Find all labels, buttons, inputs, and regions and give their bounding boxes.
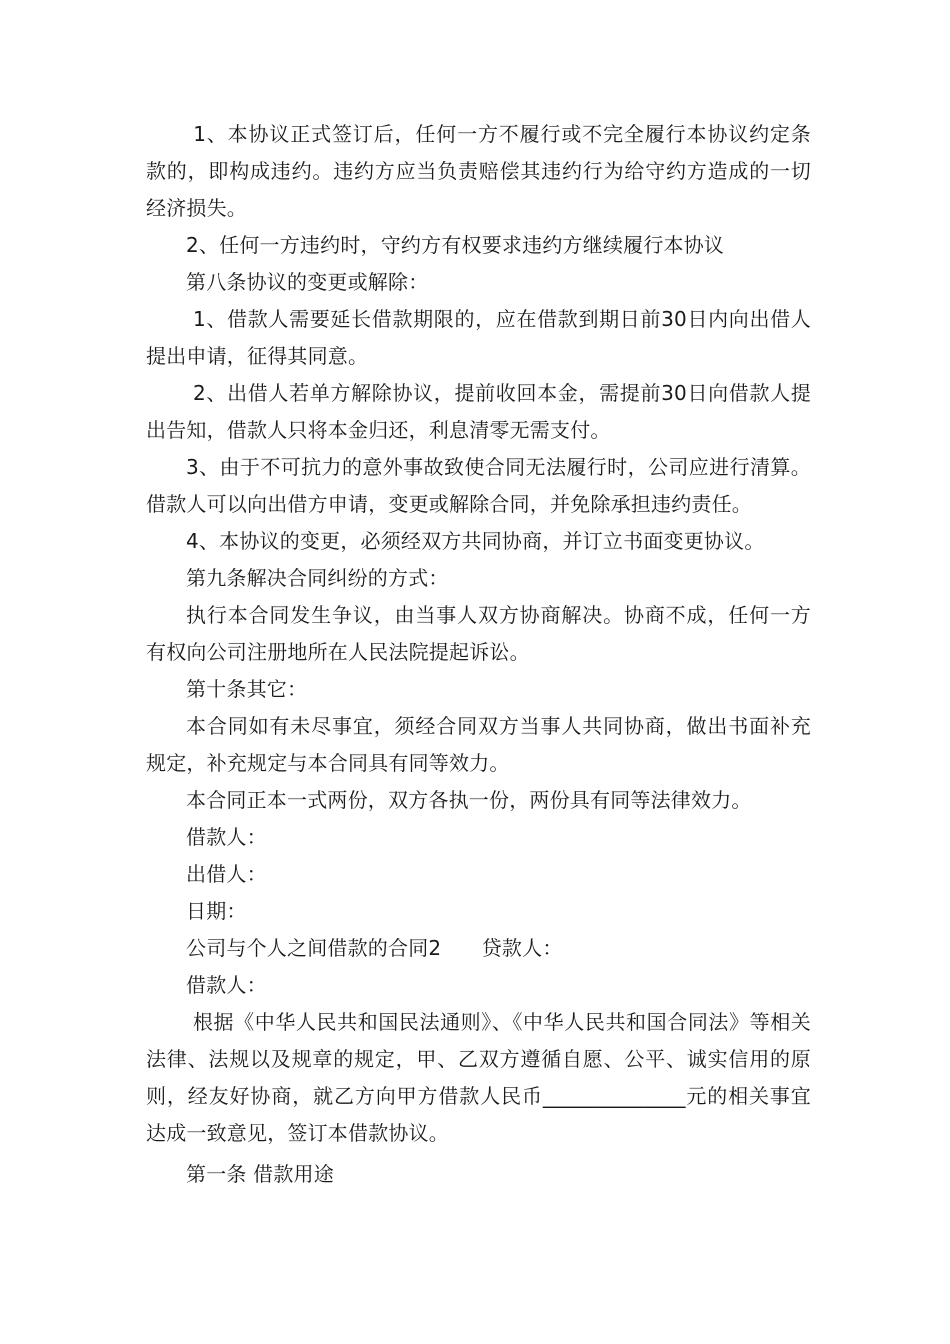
contract-2-title-line: 公司与个人之间借款的合同2 贷款人：: [186, 936, 563, 960]
signature-borrower-label: 借款人：: [186, 825, 267, 849]
signature-date-label: 日期：: [186, 899, 247, 923]
paragraph-article-8-item-1: 1、借款人需要延长借款期限的，应在借款到期日前30日内向出借人提出申请，征得其同意。: [146, 307, 811, 368]
article-9-heading: 第九条解决合同纠纷的方式：: [186, 566, 449, 590]
paragraph-article-9-body: 执行本合同发生争议，由当事人双方协商解决。协商不成，任何一方有权向公司注册地所在人民法院提起诉讼。: [146, 603, 811, 664]
paragraph-contract-2-preamble: 根据《中华人民共和国民法通则》、《中华人民共和国合同法》等相关法律、法规以及规章的规定，甲、乙双方遵循自愿、公平、诚实信用的原则，经友好协商，就乙方向甲方借款人民币______________元的相关事宜达成一致意见，签订本借款协议。: [146, 1010, 811, 1145]
paragraph-breach-clause-1: 1、本协议正式签订后，任何一方不履行或不完全履行本协议约定条款的，即构成违约。违约方应当负责赔偿其违约行为给守约方造成的一切经济损失。: [146, 122, 811, 220]
article-8-heading: 第八条协议的变更或解除：: [186, 270, 429, 294]
article-1-heading: 第一条 借款用途: [186, 1162, 334, 1186]
paragraph-breach-clause-2: 2、任何一方违约时，守约方有权要求违约方继续履行本协议: [186, 233, 725, 257]
paragraph-article-10-body-1: 本合同如有未尽事宜，须经合同双方当事人共同协商，做出书面补充规定，补充规定与本合同具有同等效力。: [146, 714, 811, 775]
document-body: [146, 116, 811, 1193]
paragraph-article-10-body-2: 本合同正本一式两份，双方各执一份，两份具有同等法律效力。: [186, 788, 752, 812]
paragraph-article-8-item-4: 4、本协议的变更，必须经双方共同协商，并订立书面变更协议。: [186, 529, 765, 553]
article-10-heading: 第十条其它：: [186, 677, 308, 701]
signature-lender-label: 出借人：: [186, 862, 267, 886]
contract-2-borrower-label: 借款人：: [186, 973, 267, 997]
paragraph-article-8-item-2: 2、出借人若单方解除协议，提前收回本金，需提前30日向借款人提出告知，借款人只将本金归还，利息清零无需支付。: [146, 381, 811, 442]
paragraph-article-8-item-3: 3、由于不可抗力的意外事故致使合同无法履行时，公司应进行清算。借款人可以向出借方申请，变更或解除合同，并免除承担违约责任。: [146, 455, 811, 516]
